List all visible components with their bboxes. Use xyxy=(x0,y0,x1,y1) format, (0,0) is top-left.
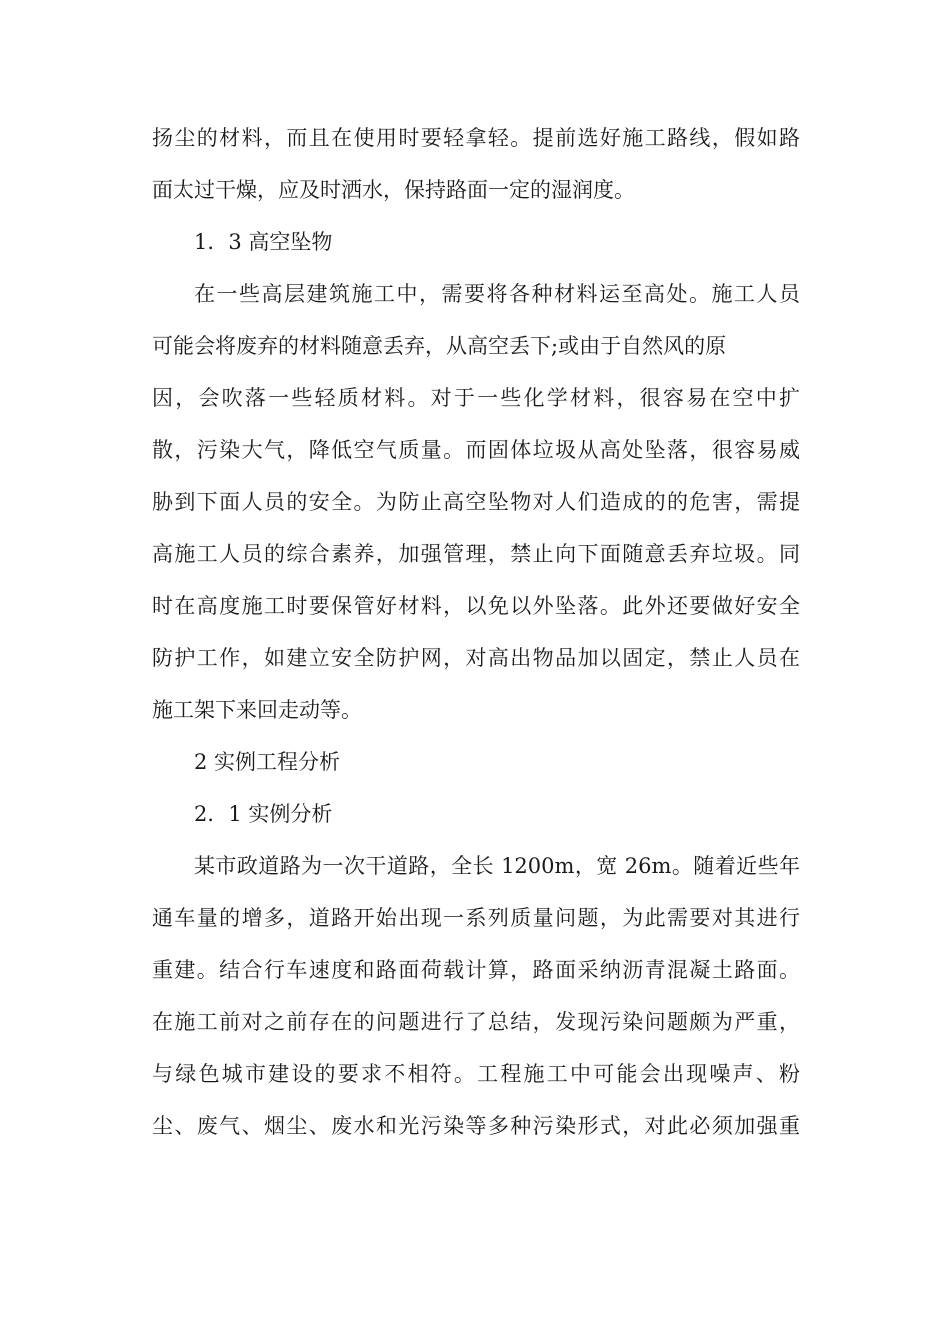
text-line: 尘、废气、烟尘、废水和光污染等多种污染形式，对此必须加强重 xyxy=(152,1114,800,1138)
heading-text: 2 实例工程分析 xyxy=(194,750,341,774)
text-line: 重建。结合行车速度和路面荷载计算，路面采纳沥青混凝土路面。 xyxy=(152,958,800,982)
section-heading xyxy=(152,788,800,840)
document-body xyxy=(152,112,800,1152)
heading-text: 2．1 实例分析 xyxy=(194,802,333,826)
text-line: 施工架下来回走动等。 xyxy=(152,698,362,722)
section-heading xyxy=(152,736,800,788)
paragraph xyxy=(152,112,800,216)
paragraph xyxy=(152,840,800,1152)
text-line: 防护工作，如建立安全防护网，对高出物品加以固定，禁止人员在 xyxy=(152,646,800,670)
text-line: 面太过干燥，应及时洒水，保持路面一定的湿润度。 xyxy=(152,178,635,202)
text-line: 在一些高层建筑施工中，需要将各种材料运至高处。施工人员 xyxy=(194,282,800,306)
text-line: 与绿色城市建设的要求不相符。工程施工中可能会出现噪声、粉 xyxy=(152,1062,800,1086)
text-line: 某市政道路为一次干道路，全长 1200m，宽 26m。随着近些年 xyxy=(194,854,800,878)
text-line: 散，污染大气，降低空气质量。而固体垃圾从高处坠落，很容易威 xyxy=(152,438,800,462)
heading-text: 1．3 高空坠物 xyxy=(194,230,333,254)
section-heading xyxy=(152,216,800,268)
text-line: 在施工前对之前存在的问题进行了总结，发现污染问题颇为严重， xyxy=(152,1010,800,1034)
text-line: 因，会吹落一些轻质材料。对于一些化学材料，很容易在空中扩 xyxy=(152,386,800,410)
text-line: 通车量的增多，道路开始出现一系列质量问题，为此需要对其进行 xyxy=(152,906,800,930)
text-line: 时在高度施工时要保管好材料，以免以外坠落。此外还要做好安全 xyxy=(152,594,800,618)
paragraph xyxy=(152,268,800,736)
text-line: 可能会将废弃的材料随意丢弃，从高空丢下;或由于自然风的原 xyxy=(152,334,727,358)
text-line: 扬尘的材料，而且在使用时要轻拿轻。提前选好施工路线，假如路 xyxy=(152,126,800,150)
text-line: 胁到下面人员的安全。为防止高空坠物对人们造成的的危害，需提 xyxy=(152,490,800,514)
text-line: 高施工人员的综合素养，加强管理，禁止向下面随意丢弃垃圾。同 xyxy=(152,542,800,566)
